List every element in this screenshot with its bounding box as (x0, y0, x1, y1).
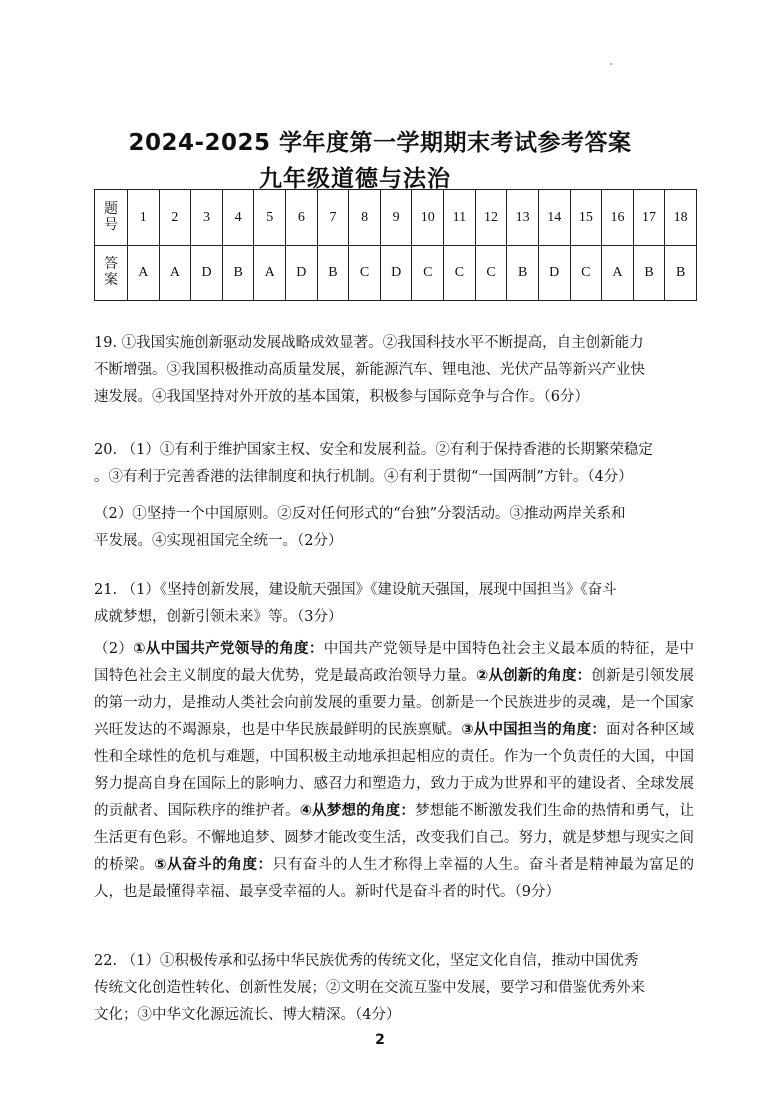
answer-cell: B (507, 246, 539, 301)
question-number-cell: 10 (412, 190, 444, 246)
answer-cell: B (317, 246, 349, 301)
question-number-cell: 17 (633, 190, 665, 246)
q19-line: 速发展。④我国坚持对外开放的基本国策，积极参与国际竞争与合作。（6分） (94, 389, 589, 405)
answer-cell: C (475, 246, 507, 301)
answer-cell: D (538, 246, 570, 301)
answer-cell: C (412, 246, 444, 301)
question-number-cell: 8 (349, 190, 381, 246)
q19-line: 19. ①我国实施创新驱动发展战略成效显著。②我国科技水平不断提高，自主创新能力 (94, 335, 644, 351)
question-number-cell: 4 (222, 190, 254, 246)
answer-cell: B (665, 246, 697, 301)
q21-heading-responsibility: ③从中国担当的角度： (461, 722, 607, 738)
answer-header: 答 案 (95, 246, 128, 301)
answer-cell: C (444, 246, 476, 301)
scan-speck (610, 63, 612, 65)
question-number-cell: 16 (602, 190, 634, 246)
answer-cell: A (254, 246, 286, 301)
answer-cell: B (222, 246, 254, 301)
answer-cell: A (159, 246, 191, 301)
question-22 (94, 948, 694, 1029)
answer-cell: C (349, 246, 381, 301)
question-number-cell: 15 (570, 190, 602, 246)
q21-heading-innovation: ②从创新的角度： (476, 668, 592, 684)
answer-cell: D (191, 246, 223, 301)
question-number-cell: 5 (254, 190, 286, 246)
answer-cell: D (286, 246, 318, 301)
answer-cell: B (633, 246, 665, 301)
question-21-part2 (94, 636, 694, 906)
q20-line: 。③有利于完善香港的法律制度和执行机制。④有利于贯彻“一国两制”方针。（4分） (94, 469, 633, 485)
q20-line: 20. （1）①有利于维护国家主权、安全和发展利益。②有利于保持香港的长期繁荣稳定 (94, 442, 653, 458)
q21-heading-party: ①从中国共产党领导的角度： (133, 641, 324, 657)
page-subtitle: 九年级道德与法治 (259, 166, 451, 192)
answer-table (94, 189, 697, 301)
q19-line: 不断增强。③我国积极推动高质量发展，新能源汽车、锂电池、光伏产品等新兴产业快 (94, 362, 645, 378)
q21-text-party: 中国共产党领导是中国特色社会主义最本质的特征，是中国特色社会主义制度的最大优势，党是最高政治领导力量。 (94, 641, 694, 684)
question-20 (94, 437, 694, 555)
question-number-cell: 7 (317, 190, 349, 246)
question-number-header: 题 号 (95, 190, 128, 246)
q21-prefix: （2） (94, 641, 134, 657)
q20-line: （2）①坚持一个中国原则。②反对任何形式的“台独”分裂活动。③推动两岸关系和 (94, 506, 626, 522)
q21-heading-dream: ④从梦想的角度： (299, 803, 416, 819)
q21-text-innovation: 创新是引领发展的第一动力，是推动人类社会向前发展的重要力量。创新是一个民族进步的灵魂，是一个国家兴旺发达的不竭源泉，也是中华民族最鲜明的民族禀赋。 (94, 668, 695, 738)
q21-text-responsibility: 面对各种区域性和全球性的危机与难题，中国积极主动地承担起相应的责任。作为一个负责任的大国，中国努力提高自身在国际上的影响力、感召力和塑造力，致力于成为世界和平的建设者、全球发展的贡献者、国际秩序的维护者。 (94, 722, 695, 819)
answer-cell: C (570, 246, 602, 301)
answer-cell: A (602, 246, 634, 301)
question-number-cell: 6 (286, 190, 318, 246)
page-number: 2 (375, 1032, 385, 1048)
question-number-cell: 18 (665, 190, 697, 246)
page-title: 2024-2025 学年度第一学期期末考试参考答案 (128, 130, 632, 156)
question-number-cell: 14 (538, 190, 570, 246)
q21-heading-struggle: ⑤从奋斗的角度： (154, 857, 273, 873)
question-number-cell: 12 (475, 190, 507, 246)
q21-text-struggle: 只有奋斗的人生才称得上幸福的人生。奋斗者是精神最为富足的人，也是最懂得幸福、最享受幸福的人。新时代是奋斗者的时代。（9分） (94, 857, 695, 900)
q22-line: 传统文化创造性转化、创新性发展；②文明在交流互鉴中发展，要学习和借鉴优秀外来 (94, 980, 645, 996)
q21-line: 成就梦想，创新引领未来》等。（3分） (94, 609, 343, 625)
q21-text-dream: 梦想能不断激发我们生命的热情和勇气，让生活更有色彩。不懈地追梦、圆梦才能改变生活，改变我们自己。努力，就是梦想与现实之间的桥梁。 (94, 803, 695, 873)
question-number-cell: 1 (128, 190, 160, 246)
question-number-cell: 13 (507, 190, 539, 246)
q20-line: 平发展。④实现祖国完全统一。（2分） (94, 533, 343, 549)
q22-line: 文化；③中华文化源远流长、博大精深。（4分） (94, 1007, 401, 1023)
question-number-cell: 11 (444, 190, 476, 246)
question-number-cell: 3 (191, 190, 223, 246)
q21-line: 21. （1）《坚持创新发展，建设航天强国》《建设航天强国，展现中国担当》《奋斗 (94, 582, 617, 598)
question-19 (94, 330, 694, 411)
q22-line: 22. （1）①积极传承和弘扬中华民族优秀的传统文化，坚定文化自信，推动中国优秀 (94, 953, 639, 969)
question-number-cell: 9 (380, 190, 412, 246)
answer-row (95, 246, 697, 301)
question-21-part1 (94, 577, 694, 631)
answer-cell: D (380, 246, 412, 301)
question-number-row (95, 190, 697, 246)
answer-cell: A (128, 246, 160, 301)
question-number-cell: 2 (159, 190, 191, 246)
q21-part2-paragraph (94, 636, 694, 906)
